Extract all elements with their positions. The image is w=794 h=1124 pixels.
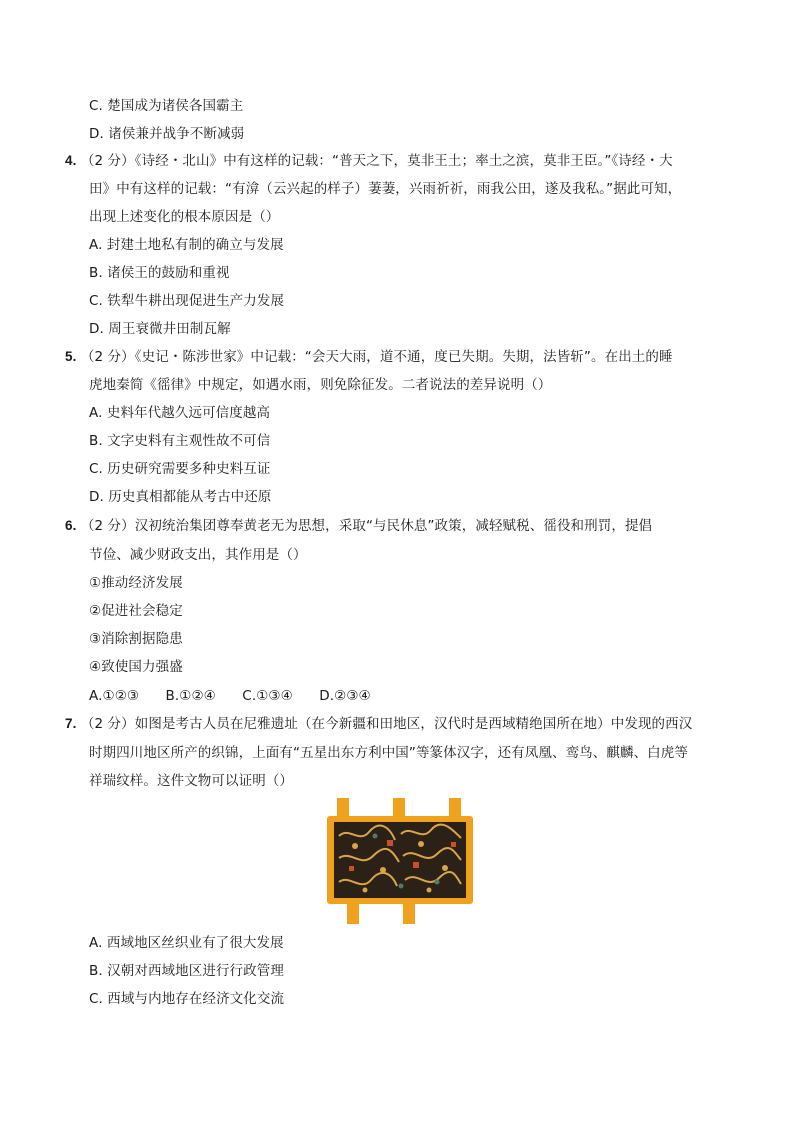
q6-number: 6. [65,518,77,533]
q5-stem-line2: 虎地秦简《徭律》中规定，如遇水雨，则免除征发。二者说法的差异说明（） [89,377,552,393]
brocade-artifact-image [325,796,475,926]
q4-number: 4. [65,153,77,168]
q7-stem-line3: 祥瑞纹样。这件文物可以证明（） [89,773,293,789]
q5-text-line1: （2 分）《史记・陈涉世家》中记载：“会天大雨，道不通，度已失期。失期，法皆斩”。在出土的睡 [80,349,673,365]
q7-number: 7. [65,716,77,731]
q4-text-line1: （2 分）《诗经・北山》中有这样的记载：“普天之下，莫非王土；率土之滨，莫非王臣。”《诗经・大 [80,153,673,169]
q6-item-4: ④致使国力强盛 [89,659,183,675]
q6-item-2: ②促进社会稳定 [89,603,183,619]
q7-option-c: C. 西域与内地存在经济文化交流 [89,991,285,1007]
q6-choice-b: B.①②④ [165,688,216,704]
q7-option-b: B. 汉朝对西域地区进行行政管理 [89,963,284,979]
q6-choice-a: A.①②③ [89,688,140,704]
q5-number: 5. [65,349,77,364]
q5-option-a: A. 史料年代越久远可信度越高 [89,405,271,421]
q3-option-c: C. 楚国成为诸侯各国霸主 [89,98,244,114]
q6-item-1: ①推动经济发展 [89,575,183,591]
q6-choices [89,686,393,706]
q5-option-c: C. 历史研究需要多种史料互证 [89,461,271,477]
q7-text-line1: （2 分）如图是考古人员在尼雅遗址（在今新疆和田地区，汉代时是西域精绝国所在地）中发现的西汉 [80,716,693,732]
q6-item-3: ③消除割据隐患 [89,631,183,647]
q6-stem-line2: 节俭、减少财政支出，其作用是（） [89,547,307,563]
q5-option-d: D. 历史真相都能从考古中还原 [89,489,272,505]
q6-stem-line1 [65,516,652,536]
q5-option-b: B. 文字史料有主观性故不可信 [89,433,271,449]
q6-text-line1: （2 分）汉初统治集团尊奉黄老无为思想，采取“与民休息”政策，减轻赋税、徭役和刑罚，提倡 [80,518,653,534]
brocade-illustration [325,796,475,926]
q6-choice-c: C.①③④ [242,688,293,704]
q7-stem-line2: 时期四川地区所产的织锦，上面有“五星出东方利中国”等篆体汉字，还有凤凰、鸾鸟、麒麟、白虎等 [89,745,688,761]
q7-option-a: A. 西域地区丝织业有了很大发展 [89,935,284,951]
q4-stem-line2: 田》中有这样的记载：“有渰（云兴起的样子）萋萋，兴雨祈祈，雨我公田，遂及我私。”据此可知， [89,181,682,197]
q4-option-d: D. 周王衰微井田制瓦解 [89,321,231,337]
q4-stem-line1 [65,151,673,171]
q4-option-b: B. 诸侯王的鼓励和重视 [89,265,230,281]
q4-option-c: C. 铁犁牛耕出现促进生产力发展 [89,293,285,309]
q3-option-d: D. 诸侯兼并战争不断减弱 [89,126,245,142]
q6-choice-d: D.②③④ [319,688,371,704]
q5-stem-line1 [65,347,673,367]
q4-stem-line3: 出现上述变化的根本原因是（） [89,209,280,225]
q7-stem-line1 [65,714,692,734]
q4-option-a: A. 封建土地私有制的确立与发展 [89,237,284,253]
